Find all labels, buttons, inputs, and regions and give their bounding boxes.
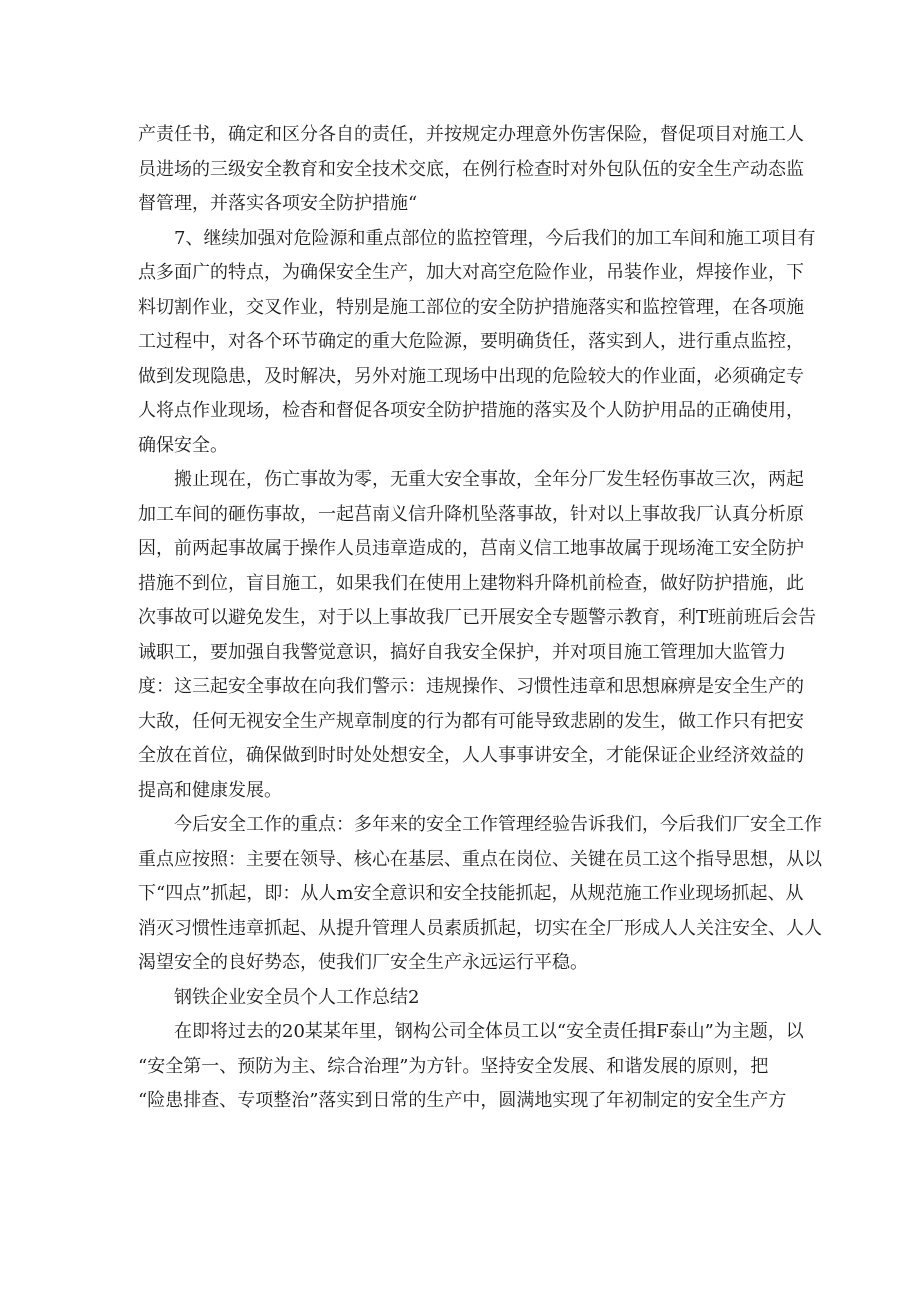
text-line: 次事故可以避免发生，对于以上事故我厂已开展安全专题警示教育，利T班前班后会告 (138, 607, 817, 628)
text-line: 料切割作业，交叉作业，特别是施工部位的安全防护措施落实和监控管理，在各项施 (138, 296, 804, 318)
text-line: 在即将过去的20某某年里，钢构公司全体员工以“安全责任揖F泰山”为主题，以 (174, 1021, 804, 1042)
section-heading (138, 981, 788, 1016)
text-line: 点多面广的特点，为确保安全生产，加大对高空危险作业，吊装作业，焊接作业，下 (138, 262, 804, 283)
text-line: 确保安全。 (138, 434, 228, 456)
text-line: 人将点作业现场，检杳和督促各项安全防护措施的落实及个人防护用品的正确使用， (138, 400, 804, 421)
text-line: “安全第一、预防为主、综合治理”为方针。坚持安全发展、和谐发展的原则，把 (138, 1055, 769, 1077)
text-line: 加工车间的砸伤事故，一起莒南义信升降机坠落事故，针对以上事故我厂认真分析原 (138, 503, 804, 525)
text-line: 度：这三起安全事故在向我们警示：违规操作、习惯性违章和思想麻痹是安全生产的 (138, 676, 804, 697)
paragraph-summary-intro (138, 1015, 804, 1119)
text-line: “险患排查、专项整治”落实到日常的生产中，圆满地实现了年初制定的安全生产方 (138, 1090, 787, 1111)
text-line: 重点应按照：主要在领导、核心在基层、重点在岗位、关键在员工这个指导思想，从以 (138, 848, 822, 870)
paragraph-accidents (138, 463, 817, 808)
paragraph-continuation (138, 118, 804, 222)
text-line: 7、继续加强对危险源和重点部位的监控管理，今后我们的加工车间和施工项目有 (174, 227, 816, 249)
text-line: 今后安全工作的重点：多年来的安全工作管理经验告诉我们，今后我们厂安全工作 (174, 814, 822, 835)
paragraph-item-7 (138, 222, 816, 464)
text-line: 因，前两起事故属于操作人员违章造成的，莒南义信工地事故属于现场淹工安全防护 (138, 538, 804, 559)
text-line: 工过程中，对各个环节确定的重大危险源，要明确货任，落实到人，进行重点监控， (138, 331, 804, 352)
text-line: 搬止现在，伤亡事故为零，无重大安全事故，全年分厂发生轻伤事故三次，两起 (174, 469, 804, 490)
document-body (138, 118, 822, 1119)
text-line: 提高和健康发展。 (138, 779, 282, 801)
text-line: 措施不到位，盲目施工，如果我们在使用上建物料升降机前检查，做好防护措施，此 (138, 572, 804, 594)
text-line: 产责任书，确定和区分各自的责任，并按规定办理意外伤害保险，督促项目对施工人 (138, 124, 804, 145)
text-line: 全放在首位，确保做到时时处处想安全，人人事事讲安全，才能保证企业经济效益的 (138, 745, 804, 766)
text-line: 员进场的三级安全教育和安全技术交底，在例行检查时对外包队伍的安全生产动态监 (138, 158, 804, 180)
text-line: 大敌，任何无视安全生产规章制度的行为都有可能导致悲剧的发生，做工作只有把安 (138, 710, 804, 732)
text-line: 督管理，并落实各项安全防护措施“ (138, 193, 418, 214)
text-line: 诫职工，要加强自我警觉意识，搞好自我安全保护，并对项目施工管理加大监管力 (138, 641, 786, 663)
heading-text: 钢铁企业安全员个人工作总结2 (174, 986, 420, 1008)
text-line: 下“四点”抓起，即：从人m安全意识和安全技能抓起，从规范施工作业现场抓起、从 (138, 883, 804, 904)
text-line: 渴望安全的良好势态，使我们厂安全生产永远运行平稳。 (138, 952, 588, 973)
text-line: 消灭习惯性违章抓起、从提升管理人员素质抓起，切实在全厂形成人人关注安全、人人 (138, 917, 822, 939)
text-line: 做到发现隐患，及时解决，另外对施工现场中出现的危险较大的作业面，必须确定专 (138, 365, 804, 387)
paragraph-key-points (138, 808, 822, 981)
